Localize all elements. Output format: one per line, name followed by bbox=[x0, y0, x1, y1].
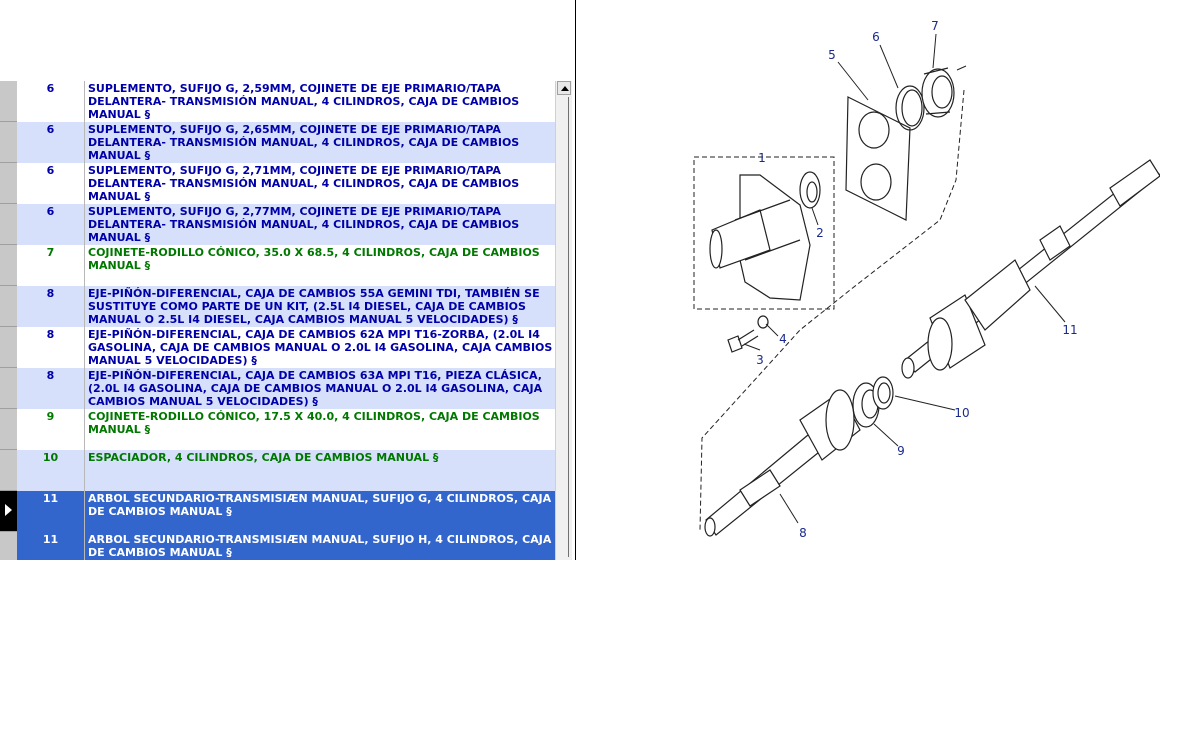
column-separator bbox=[84, 286, 85, 327]
row-header[interactable] bbox=[0, 245, 17, 286]
part-3-bolt bbox=[728, 330, 758, 352]
part-7-bearing bbox=[922, 68, 954, 117]
callout-label-4[interactable]: 4 bbox=[779, 332, 787, 346]
part-number-cell: 7 bbox=[46, 246, 55, 259]
scroll-track[interactable] bbox=[568, 97, 569, 557]
callout-label-8[interactable]: 8 bbox=[799, 526, 807, 540]
row-header[interactable] bbox=[0, 81, 17, 122]
column-separator bbox=[84, 532, 85, 560]
column-separator bbox=[84, 204, 85, 245]
callout-label-5[interactable]: 5 bbox=[828, 48, 836, 62]
table-row[interactable] bbox=[0, 327, 555, 368]
part-number-cell: 6 bbox=[46, 82, 55, 95]
part-description-cell: SUPLEMENTO, SUFIJO G, 2,59MM, COJINETE DE EJE PRIMARIO/TAPA DELANTERA- TRANSMISIÓN MANUAL, 4 CILINDROS, CAJA DE CAMBIOS MANUAL § bbox=[88, 82, 520, 121]
table-row[interactable] bbox=[0, 368, 555, 409]
column-separator bbox=[84, 409, 85, 450]
part-description-cell: COJINETE-RODILLO CÓNICO, 17.5 X 40.0, 4 CILINDROS, CAJA DE CAMBIOS MANUAL § bbox=[88, 410, 540, 436]
table-row[interactable] bbox=[0, 409, 555, 450]
part-number-cell: 6 bbox=[46, 123, 55, 136]
part-11-output-shaft bbox=[902, 160, 1160, 378]
part-5-gasket bbox=[846, 97, 910, 220]
part-description-cell: SUPLEMENTO, SUFIJO G, 2,65MM, COJINETE DE EJE PRIMARIO/TAPA DELANTERA- TRANSMISIÓN MANUAL, 4 CILINDROS, CAJA DE CAMBIOS MANUAL § bbox=[88, 123, 520, 162]
part-number-cell: 8 bbox=[46, 369, 55, 382]
part-6-shim bbox=[896, 86, 924, 130]
part-number-cell: 8 bbox=[46, 287, 55, 300]
callout-label-3[interactable]: 3 bbox=[756, 353, 764, 367]
row-header[interactable] bbox=[0, 204, 17, 245]
row-header[interactable] bbox=[0, 450, 17, 491]
callout-label-11[interactable]: 11 bbox=[1062, 323, 1078, 337]
callout-label-2[interactable]: 2 bbox=[816, 226, 824, 240]
part-description-cell: SUPLEMENTO, SUFIJO G, 2,77MM, COJINETE DE EJE PRIMARIO/TAPA DELANTERA- TRANSMISIÓN MANUAL, 4 CILINDROS, CAJA DE CAMBIOS MANUAL § bbox=[88, 205, 520, 244]
column-separator bbox=[84, 122, 85, 163]
part-number-cell: 10 bbox=[42, 451, 59, 464]
part-number-cell: 6 bbox=[46, 205, 55, 218]
part-description-cell: COJINETE-RODILLO CÓNICO, 35.0 X 68.5, 4 CILINDROS, CAJA DE CAMBIOS MANUAL § bbox=[88, 246, 540, 272]
column-separator bbox=[84, 368, 85, 409]
column-separator bbox=[84, 327, 85, 368]
callout-label-10[interactable]: 10 bbox=[954, 406, 970, 420]
row-header[interactable] bbox=[0, 368, 17, 409]
part-10-spacer bbox=[873, 377, 893, 409]
callout-label-9[interactable]: 9 bbox=[897, 444, 905, 458]
diagram-dashed-frame bbox=[694, 90, 964, 530]
column-separator bbox=[84, 450, 85, 491]
table-row[interactable] bbox=[0, 532, 555, 560]
table-row[interactable] bbox=[0, 81, 555, 122]
table-row[interactable] bbox=[0, 491, 555, 532]
part-number-cell: 6 bbox=[46, 164, 55, 177]
table-row[interactable] bbox=[0, 245, 555, 286]
table-row[interactable] bbox=[0, 204, 555, 245]
part-2-seal bbox=[800, 172, 820, 208]
row-header[interactable] bbox=[0, 327, 17, 368]
part-4-washer bbox=[758, 316, 768, 328]
table-row[interactable] bbox=[0, 450, 555, 491]
pane-divider[interactable] bbox=[575, 0, 576, 560]
current-row-pointer-icon bbox=[5, 504, 12, 516]
part-description-cell: ESPACIADOR, 4 CILINDROS, CAJA DE CAMBIOS MANUAL § bbox=[88, 451, 439, 464]
callout-label-1[interactable]: 1 bbox=[758, 151, 766, 165]
callout-label-6[interactable]: 6 bbox=[872, 30, 880, 44]
table-row[interactable] bbox=[0, 286, 555, 327]
row-header[interactable] bbox=[0, 286, 17, 327]
part-number-cell: 8 bbox=[46, 328, 55, 341]
part-description-cell: EJE-PIÑÓN-DIFERENCIAL, CAJA DE CAMBIOS 62A MPI T16-ZORBA, (2.0L I4 GASOLINA, CAJA DE CAMBIOS MANUAL O 2.0L I4 GASOLINA, CAJA CAMBIOS MANUAL 5 VELOCIDADES) § bbox=[88, 328, 553, 367]
exploded-parts-diagram bbox=[680, 10, 1160, 550]
part-description-cell: EJE-PIÑÓN-DIFERENCIAL, CAJA DE CAMBIOS 63A MPI T16, PIEZA CLÁSICA, (2.0L I4 GASOLINA, CAJA DE CAMBIOS MANUAL O 2.0L I4 GASOLINA, CAJA CAMBIOS MANUAL 5 VELOCIDADES) § bbox=[88, 369, 543, 408]
table-row[interactable] bbox=[0, 122, 555, 163]
part-number-cell: 11 bbox=[42, 533, 59, 546]
row-header[interactable] bbox=[0, 163, 17, 204]
part-description-cell: ARBOL SECUNDARIO-TRANSMISIÆN MANUAL, SUFIJO H, 4 CILINDROS, CAJA DE CAMBIOS MANUAL § bbox=[88, 533, 552, 559]
row-header[interactable] bbox=[0, 532, 17, 560]
callout-label-7[interactable]: 7 bbox=[931, 19, 939, 33]
part-description-cell: EJE-PIÑÓN-DIFERENCIAL, CAJA DE CAMBIOS 55A GEMINI TDI, TAMBIÉN SE SUSTITUYE COMO PARTE DE UN KIT, (2.5L I4 DIESEL, CAJA DE CAMBIOS MANUAL O 2.5L I4 DIESEL, CAJA CAMBIOS MANUAL 5 VELOCIDADES) § bbox=[88, 287, 540, 326]
column-separator bbox=[84, 245, 85, 286]
part-8-pinion-shaft bbox=[705, 390, 860, 536]
part-number-cell: 9 bbox=[46, 410, 55, 423]
part-description-cell: ARBOL SECUNDARIO-TRANSMISIÆN MANUAL, SUFIJO G, 4 CILINDROS, CAJA DE CAMBIOS MANUAL § bbox=[88, 492, 552, 518]
parts-grid bbox=[0, 81, 572, 560]
vertical-scrollbar[interactable] bbox=[555, 81, 572, 560]
row-header[interactable] bbox=[0, 409, 17, 450]
column-separator bbox=[84, 81, 85, 122]
part-number-cell: 11 bbox=[42, 492, 59, 505]
table-row[interactable] bbox=[0, 163, 555, 204]
column-separator bbox=[84, 491, 85, 532]
part-1-housing bbox=[710, 175, 810, 300]
column-separator bbox=[84, 163, 85, 204]
row-header[interactable] bbox=[0, 491, 17, 532]
row-header[interactable] bbox=[0, 122, 17, 163]
part-description-cell: SUPLEMENTO, SUFIJO G, 2,71MM, COJINETE DE EJE PRIMARIO/TAPA DELANTERA- TRANSMISIÓN MANUAL, 4 CILINDROS, CAJA DE CAMBIOS MANUAL § bbox=[88, 164, 520, 203]
scroll-up-button[interactable] bbox=[557, 81, 571, 95]
